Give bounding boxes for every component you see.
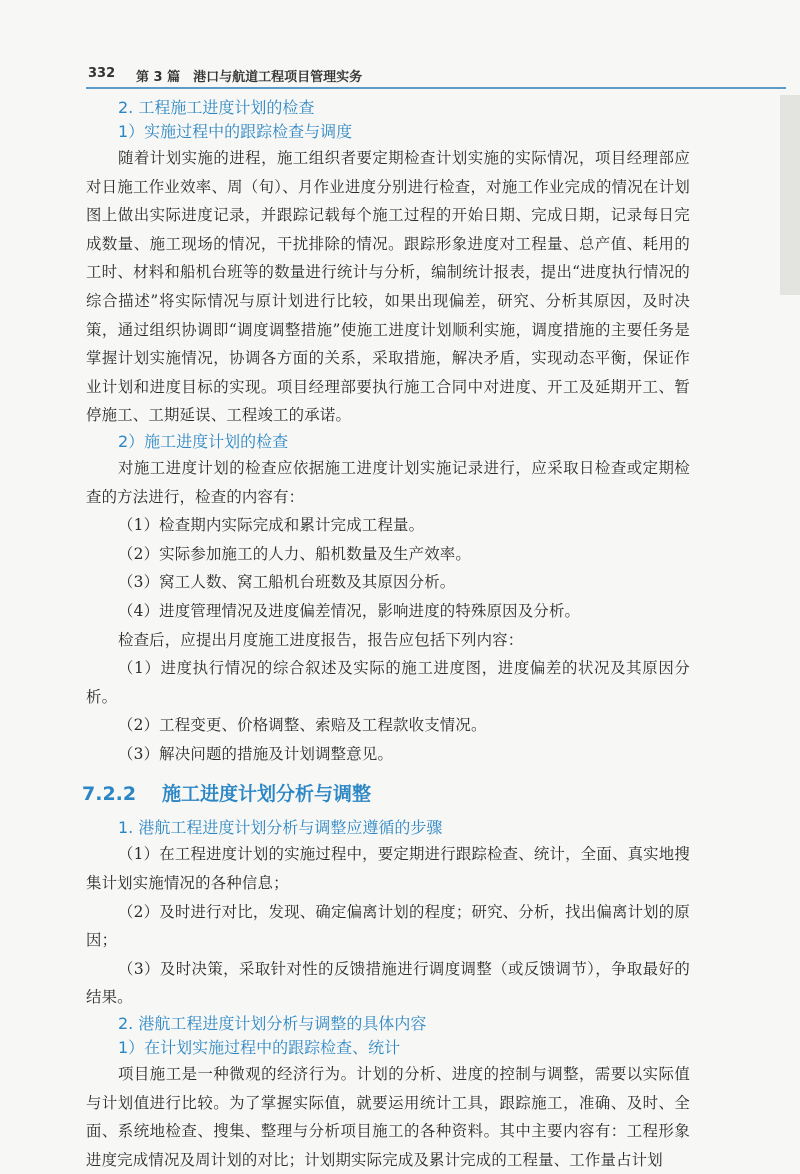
heading-content: 2. 港航工程进度计划分析与调整的具体内容: [118, 1014, 427, 1034]
paragraph: 随着计划实施的进程，施工组织者要定期检查计划实施的实际情况，项目经理部应对日施工作业效率、周（旬）、月作业进度分别进行检查，对施工作业完成的情况在计划图上做出实际进度记录，并跟踪记载每个施工过程的开始日期、完成日期，记录每日完成数量、施工现场的情况，干扰排除的情况。跟踪形象进度对工程量、总产值、耗用的工时、材料和船机台班等的数量进行统计与分析，编制统计报表，提出“进度执行情况的综合描述”将实际情况与原计划进行比较，如果出现偏差，研究、分析其原因，及时决策，通过组织协调即“调度调整措施”使施工进度计划顺利实施，调度措施的主要任务是掌握计划实施情况，协调各方面的关系，采取措施，解决矛盾，实现动态平衡，保证作业计划和进度目标的实现。项目经理部要执行施工合同中对进度、开工及延期开工、暂停施工、工期延误、工程竣工的承诺。: [86, 149, 690, 425]
list-item: （3）解决问题的措施及计划调整意见。: [118, 744, 394, 763]
list-item: （1）进度执行情况的综合叙述及实际的施工进度图，进度偏差的状况及其原因分析。: [86, 659, 690, 706]
paragraph: 项目施工是一种微观的经济行为。计划的分析、进度的控制与调整，需要以实际值与计划值进行比较。为了掌握实际值，就要运用统计工具，跟踪施工，准确、及时、全面、系统地检查、搜集、整理与分析项目施工的各种资料。其中主要内容有：工程形象进度完成情况及周计划的对比；计划期实际完成及累计完成的工程量、工作量占计划: [86, 1065, 690, 1169]
list-item: （2）及时进行对比，发现、确定偏离计划的程度；研究、分析，找出偏离计划的原因；: [86, 902, 690, 950]
bleed-through-shadow: [780, 95, 800, 295]
header-rule: [86, 87, 786, 89]
paragraph: 对施工进度计划的检查应依据施工进度计划实施记录进行，应采取日检查或定期检查的方法进行，检查的内容有：: [86, 458, 690, 506]
list-item: （2）实际参加施工的人力、船机数量及生产效率。: [118, 544, 471, 563]
subheading-tracking-stats: 1）在计划实施过程中的跟踪检查、统计: [118, 1038, 401, 1058]
list-item: （3）窝工人数、窝工船机台班数及其原因分析。: [118, 573, 456, 592]
subheading-plan-check: 2）施工进度计划的检查: [118, 431, 289, 451]
subheading-tracking: 1）实施过程中的跟踪检查与调度: [118, 122, 353, 141]
list-item: （1）检查期内实际完成和累计完成工程量。: [118, 516, 425, 535]
list-item: （4）进度管理情况及进度偏差情况，影响进度的特殊原因及分析。: [118, 601, 581, 620]
list-item: （1）在工程进度计划的实施过程中，要定期进行跟踪检查、统计，全面、真实地搜集计划实施情况的各种信息；: [86, 845, 690, 893]
section-heading: [82, 774, 690, 814]
paragraph: 检查后，应提出月度施工进度报告，报告应包括下列内容：: [118, 630, 524, 649]
heading-progress-check: 2. 工程施工进度计划的检查: [118, 98, 315, 117]
heading-steps: 1. 港航工程进度计划分析与调整应遵循的步骤: [118, 818, 443, 838]
section-number: 7.2.2: [82, 783, 137, 806]
list-item: （3）及时决策，采取针对性的反馈措施进行调度调整（或反馈调节），争取最好的结果。: [86, 959, 690, 1007]
page-number: 332: [88, 66, 116, 81]
section-title: 施工进度计划分析与调整: [162, 783, 372, 806]
running-header: [86, 62, 786, 86]
list-item: （2）工程变更、价格调整、索赔及工程款收支情况。: [118, 716, 487, 735]
page-body: [82, 96, 690, 1174]
chapter-title: 第 3 篇 港口与航道工程项目管理实务: [136, 70, 363, 85]
